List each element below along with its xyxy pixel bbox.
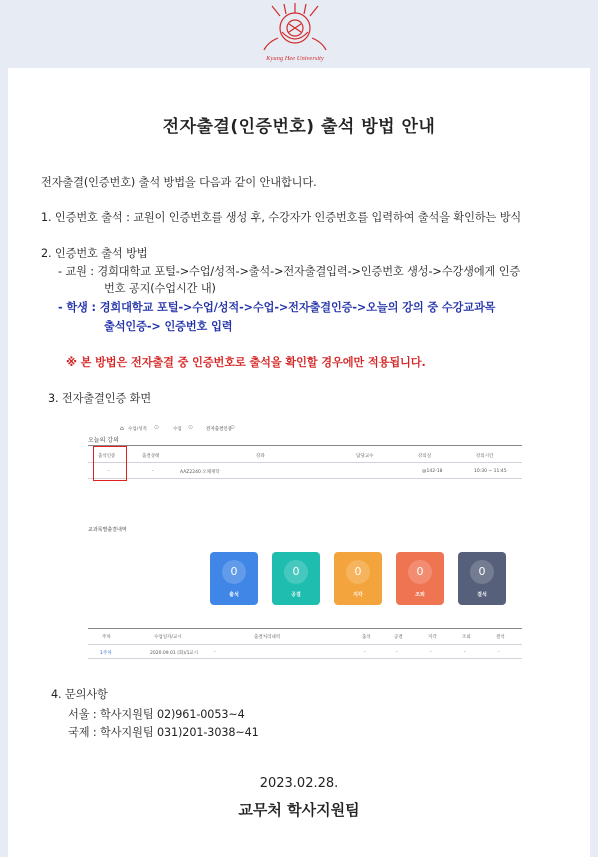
present-card xyxy=(210,552,258,605)
col-header: 결석 xyxy=(496,635,505,640)
late-count: 0 xyxy=(346,560,370,584)
late-label: 지각 xyxy=(353,592,363,598)
seoul-contact: 서울 : 학사지원팀 02)961-0053~4 xyxy=(68,708,245,721)
attendance-auth-highlight[interactable] xyxy=(93,446,127,481)
excused-count: 0 xyxy=(284,560,308,584)
home-icon: ⌂ xyxy=(120,425,124,432)
present-count: 0 xyxy=(222,560,246,584)
absent-label: 결석 xyxy=(477,592,487,598)
document-page xyxy=(8,68,590,857)
breadcrumb-item: 수업/성적 xyxy=(128,427,147,432)
week-link[interactable]: 1주차 xyxy=(100,651,112,656)
col-header: 출결상태 xyxy=(142,454,160,459)
absent-card xyxy=(458,552,506,605)
chevron-icon: ⊙ xyxy=(154,424,160,431)
svg-text:Kyung Hee University: Kyung Hee University xyxy=(266,55,324,62)
col-header: 출결처리내역 xyxy=(254,635,281,640)
present-label: 출석 xyxy=(229,592,239,598)
table-cell: - xyxy=(464,650,466,655)
teacher-steps-line1: - 교원 : 경희대학교 포털->수업/성적->출석->전자출결입력->인증번호 생성->수강생에게 인증 xyxy=(58,265,521,278)
item4-heading: 4. 문의사항 xyxy=(51,688,108,701)
today-lectures-title: 오늘의 강의 xyxy=(88,437,119,444)
table-cell: - xyxy=(430,650,432,655)
attendance-screen-capture xyxy=(84,422,524,682)
col-header: 담당교수 xyxy=(356,454,374,459)
early-leave-card xyxy=(396,552,444,605)
table-cell: - xyxy=(364,650,366,655)
table-cell: @142-18 xyxy=(422,469,443,474)
excused-label: 공결 xyxy=(291,592,301,598)
table-cell: - xyxy=(108,469,110,474)
col-header: 강좌 xyxy=(256,454,265,459)
col-header: 강의실 xyxy=(418,454,432,459)
col-header: 공결 xyxy=(394,635,403,640)
excused-card xyxy=(272,552,320,605)
university-seal-icon xyxy=(256,2,334,64)
col-header: 주차 xyxy=(102,635,111,640)
item2-heading: 2. 인증번호 출석 방법 xyxy=(41,247,148,260)
header-band xyxy=(0,0,598,68)
table-cell: - xyxy=(214,650,216,655)
table-cell: - xyxy=(396,650,398,655)
office-name: 교무처 학사지원팀 xyxy=(238,801,360,819)
teacher-steps-line2: 번호 공지(수업시간 내) xyxy=(104,282,216,295)
breadcrumb-item: 전자출결인증 xyxy=(206,427,233,432)
notice-text: ※ 본 방법은 전자출결 중 인증번호로 출석을 확인할 경우에만 적용됩니다. xyxy=(66,356,426,369)
col-header: 조퇴 xyxy=(462,635,471,640)
early-leave-label: 조퇴 xyxy=(415,592,425,598)
item1-text: 1. 인증번호 출석 : 교원이 인증번호를 생성 후, 수강자가 인증번호를 입력하여 출석을 확인하는 방식 xyxy=(41,211,522,224)
page-title: 전자출결(인증번호) 출석 방법 안내 xyxy=(162,117,436,137)
summary-title: 교과목별출결내역 xyxy=(88,527,127,533)
late-card xyxy=(334,552,382,605)
col-header: 출석인증 xyxy=(98,454,116,459)
breadcrumb-item: 수업 xyxy=(173,427,182,432)
student-steps-line2: 출석인증-> 인증번호 입력 xyxy=(104,320,233,333)
col-header: 지각 xyxy=(428,635,437,640)
col-header: 강의시간 xyxy=(476,454,494,459)
early-leave-count: 0 xyxy=(408,560,432,584)
table-cell: 10:30 ~ 11:45 xyxy=(474,469,507,474)
chevron-icon: ⊙ xyxy=(188,424,194,431)
absent-count: 0 xyxy=(470,560,494,584)
date-text: 2023.02.28. xyxy=(259,776,339,791)
table-cell: - xyxy=(152,469,154,474)
item3-heading: 3. 전자출결인증 화면 xyxy=(48,392,152,405)
chevron-icon: ⊙ xyxy=(230,424,236,431)
col-header: 수업일자/교시 xyxy=(154,635,182,640)
table-cell: 2020.09.01 (화)/1교시 xyxy=(150,651,199,656)
col-header: 출석 xyxy=(362,635,371,640)
intro-text: 전자출결(인증번호) 출석 방법을 다음과 같이 안내합니다. xyxy=(41,176,317,189)
global-contact: 국제 : 학사지원팀 031)201-3038~41 xyxy=(68,726,259,739)
table-cell: - xyxy=(498,650,500,655)
student-steps-line1: - 학생 : 경희대학교 포털->수업/성적->수업->전자출결인증->오늘의 강의 중 수강교과목 xyxy=(58,301,496,314)
table-cell: AAZ2240 오채재학 xyxy=(180,470,220,475)
